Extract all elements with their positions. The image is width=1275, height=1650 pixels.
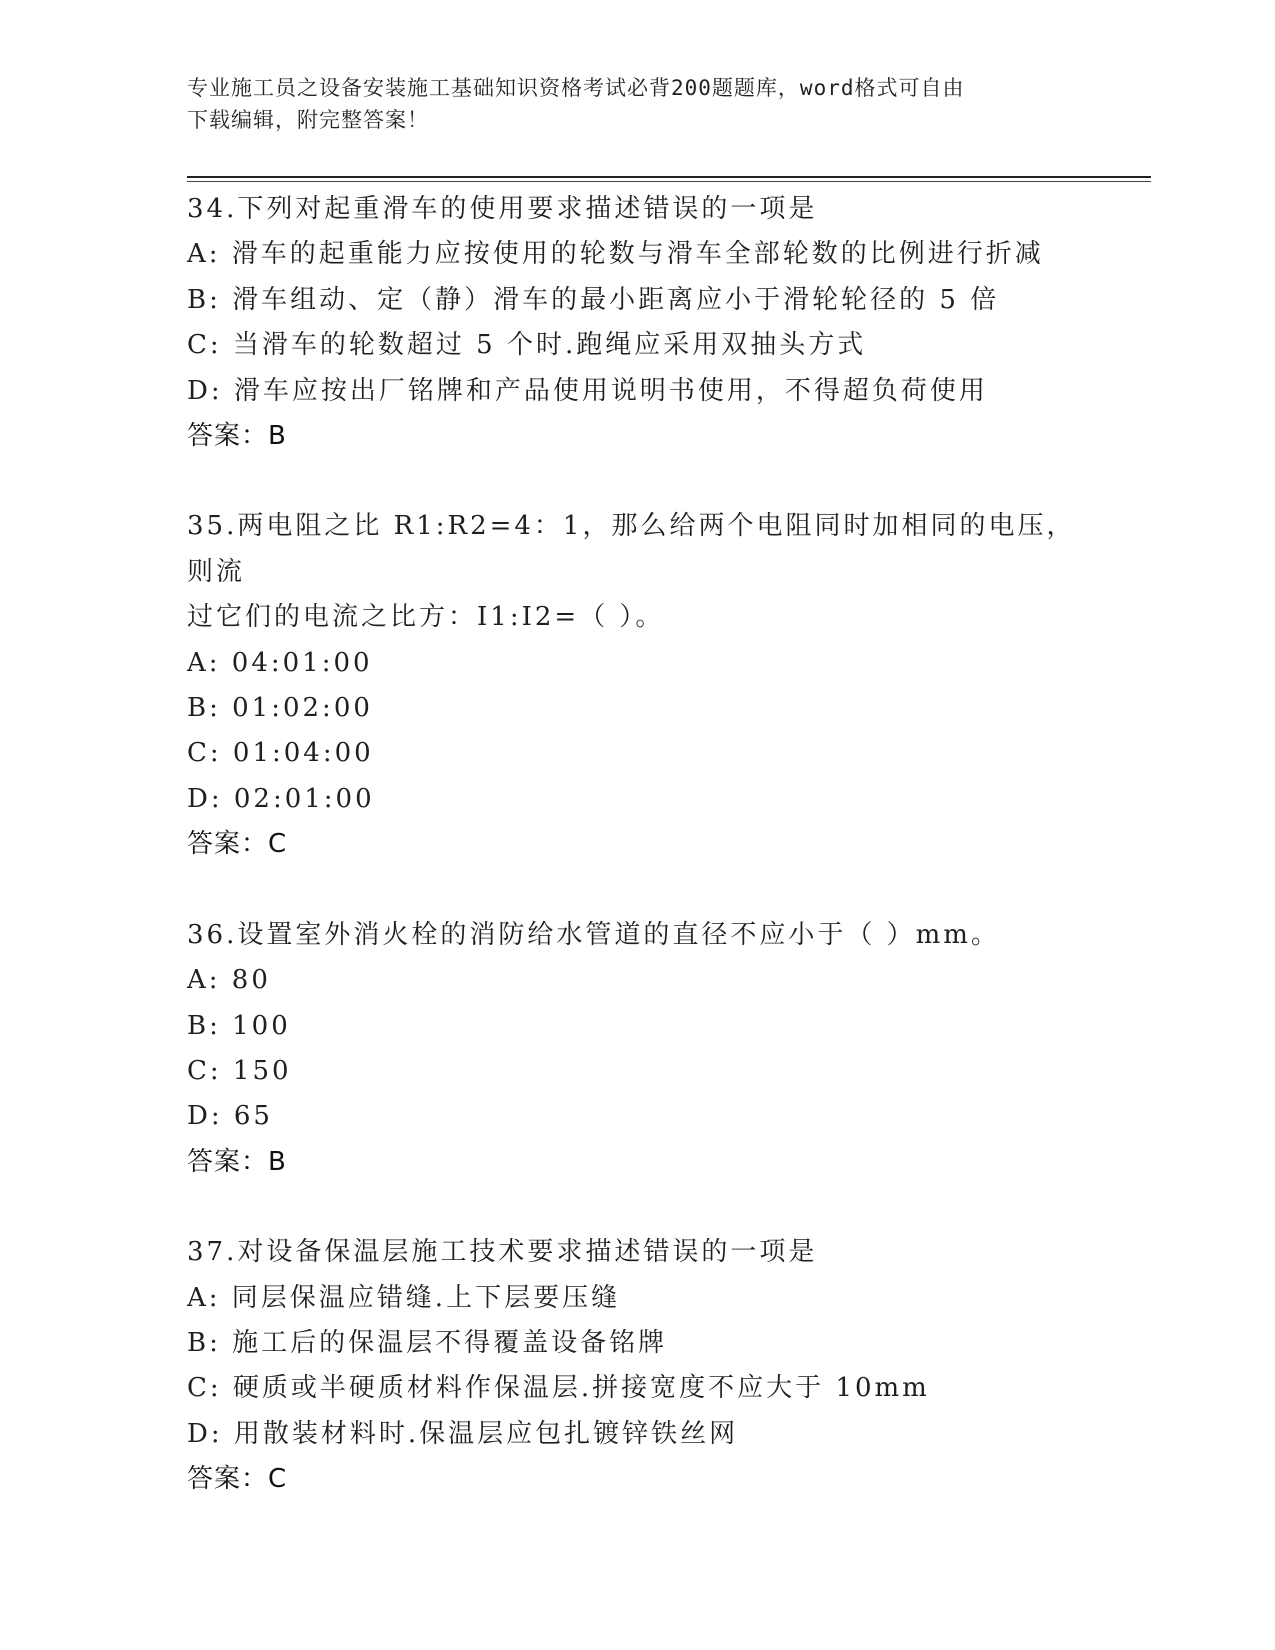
option-d: D: 02:01:00 (187, 783, 375, 814)
option-a: A: 80 (187, 965, 271, 996)
answer-line: 答案：C (187, 1464, 288, 1495)
option-c: C: 当滑车的轮数超过 5 个时.跑绳应采用双抽头方式 (187, 330, 867, 361)
option-c: C: 硬质或半硬质材料作保温层.拼接宽度不应大于 10mm (187, 1373, 930, 1404)
option-c: C: 01:04:00 (187, 738, 374, 769)
question-list (187, 187, 1087, 1503)
question-stem: 35.两电阻之比 R1:R2=4：1，那么给两个电阻同时加相同的电压，则流 (187, 511, 1076, 587)
header-line-2: 下载编辑，附完整答案！ (187, 108, 429, 132)
question-stem: 34.下列对起重滑车的使用要求描述错误的一项是 (187, 194, 818, 224)
document-header (187, 72, 1067, 136)
option-a: A: 同层保温应错缝.上下层要压缝 (187, 1282, 621, 1313)
option-b: B: 滑车组动、定（静）滑车的最小距离应小于滑轮轮径的 5 倍 (187, 284, 1000, 315)
header-divider-thick (187, 176, 1151, 178)
question-stem: 37.对设备保温层施工技术要求描述错误的一项是 (187, 1237, 818, 1268)
option-c: C: 150 (187, 1055, 292, 1086)
header-divider-thin (187, 181, 1151, 182)
option-a: A: 滑车的起重能力应按使用的轮数与滑车全部轮数的比例进行折减 (187, 239, 1044, 270)
option-a: A: 04:01:00 (187, 647, 373, 678)
question-34 (187, 187, 1087, 459)
option-d: D: 用散装材料时.保温层应包扎镀锌铁丝网 (187, 1418, 739, 1449)
answer-line: 答案：B (187, 1146, 287, 1177)
question-36 (187, 913, 1087, 1185)
question-stem-continued: 过它们的电流之比方：I1:I2=（ ）。 (187, 602, 665, 633)
answer-line: 答案：C (187, 829, 288, 860)
answer-line: 答案：B (187, 421, 287, 452)
question-35 (187, 504, 1087, 867)
option-b: B: 施工后的保温层不得覆盖设备铭牌 (187, 1327, 668, 1358)
question-stem: 36.设置室外消火栓的消防给水管道的直径不应小于（ ）mm。 (187, 919, 1000, 950)
option-b: B: 01:02:00 (187, 693, 373, 724)
option-d: D: 65 (187, 1101, 273, 1132)
question-37 (187, 1230, 1087, 1502)
option-d: D: 滑车应按出厂铭牌和产品使用说明书使用，不得超负荷使用 (187, 375, 988, 406)
header-line-1: 专业施工员之设备安装施工基础知识资格考试必背200题题库，word格式可自由 (187, 76, 965, 100)
option-b: B: 100 (187, 1010, 291, 1041)
